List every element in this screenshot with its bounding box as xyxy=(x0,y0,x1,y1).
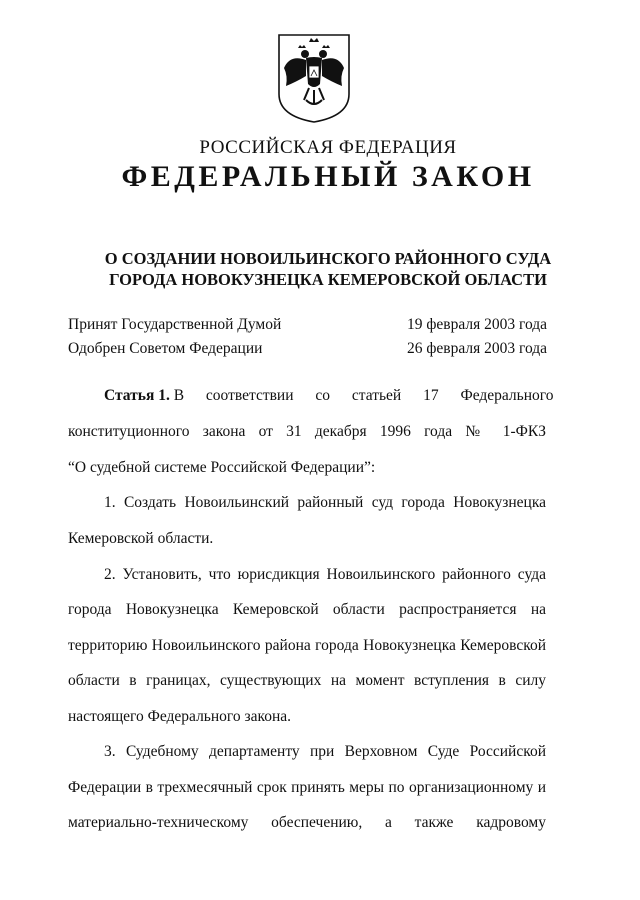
duma-adoption-date: 19 февраля 2003 года xyxy=(407,316,548,333)
document-type: ФЕДЕРАЛЬНЫЙ ЗАКОН xyxy=(121,160,535,193)
item-1-line-2: Кемеровской области. xyxy=(68,530,214,547)
item-3-line-1: 3. Судебному департаменту при Верховном Суде Российской xyxy=(104,743,546,760)
item-2-line-3: территорию Новоильинского района города Новокузнецка Кемеровской xyxy=(68,637,546,654)
article-line-3: “О судебной системе Российской Федерации”: xyxy=(68,459,376,476)
country-name: РОССИЙСКАЯ ФЕДЕРАЦИЯ xyxy=(199,137,457,158)
law-title-line-1: О СОЗДАНИИ НОВОИЛЬИНСКОГО РАЙОННОГО СУДА xyxy=(104,249,552,268)
coat-of-arms-emblem-icon xyxy=(276,32,352,124)
item-2-line-5: настоящего Федерального закона. xyxy=(68,708,292,725)
item-2-line-2: города Новокузнецка Кемеровской области распространяется на xyxy=(68,601,546,618)
item-1-line-1: 1. Создать Новоильинский районный суд города Новокузнецка xyxy=(104,494,546,511)
item-2-line-1: 2. Установить, что юрисдикция Новоильинского районного суда xyxy=(104,566,546,583)
article-line-1 xyxy=(104,387,554,405)
item-3-line-2: Федерации в трехмесячный срок принять меры по организационному и xyxy=(68,779,546,796)
article-heading: Статья 1. xyxy=(104,387,170,404)
council-approval-date: 26 февраля 2003 года xyxy=(407,340,548,357)
duma-adoption-label: Принят Государственной Думой xyxy=(68,316,282,333)
article-line-2: конституционного закона от 31 декабря 1996 года № 1-ФКЗ xyxy=(68,423,546,440)
item-3-line-3: материально-техническому обеспечению, а также кадровому xyxy=(68,814,546,831)
article-line-1-text: В соответствии со статьей 17 Федерального xyxy=(173,387,554,404)
law-title xyxy=(8,248,640,290)
council-approval-label: Одобрен Советом Федерации xyxy=(68,340,263,357)
item-2-line-4: области в границах, существующих на момент вступления в силу xyxy=(68,672,546,689)
law-title-line-2: ГОРОДА НОВОКУЗНЕЦКА КЕМЕРОВСКОЙ ОБЛАСТИ xyxy=(109,270,547,289)
